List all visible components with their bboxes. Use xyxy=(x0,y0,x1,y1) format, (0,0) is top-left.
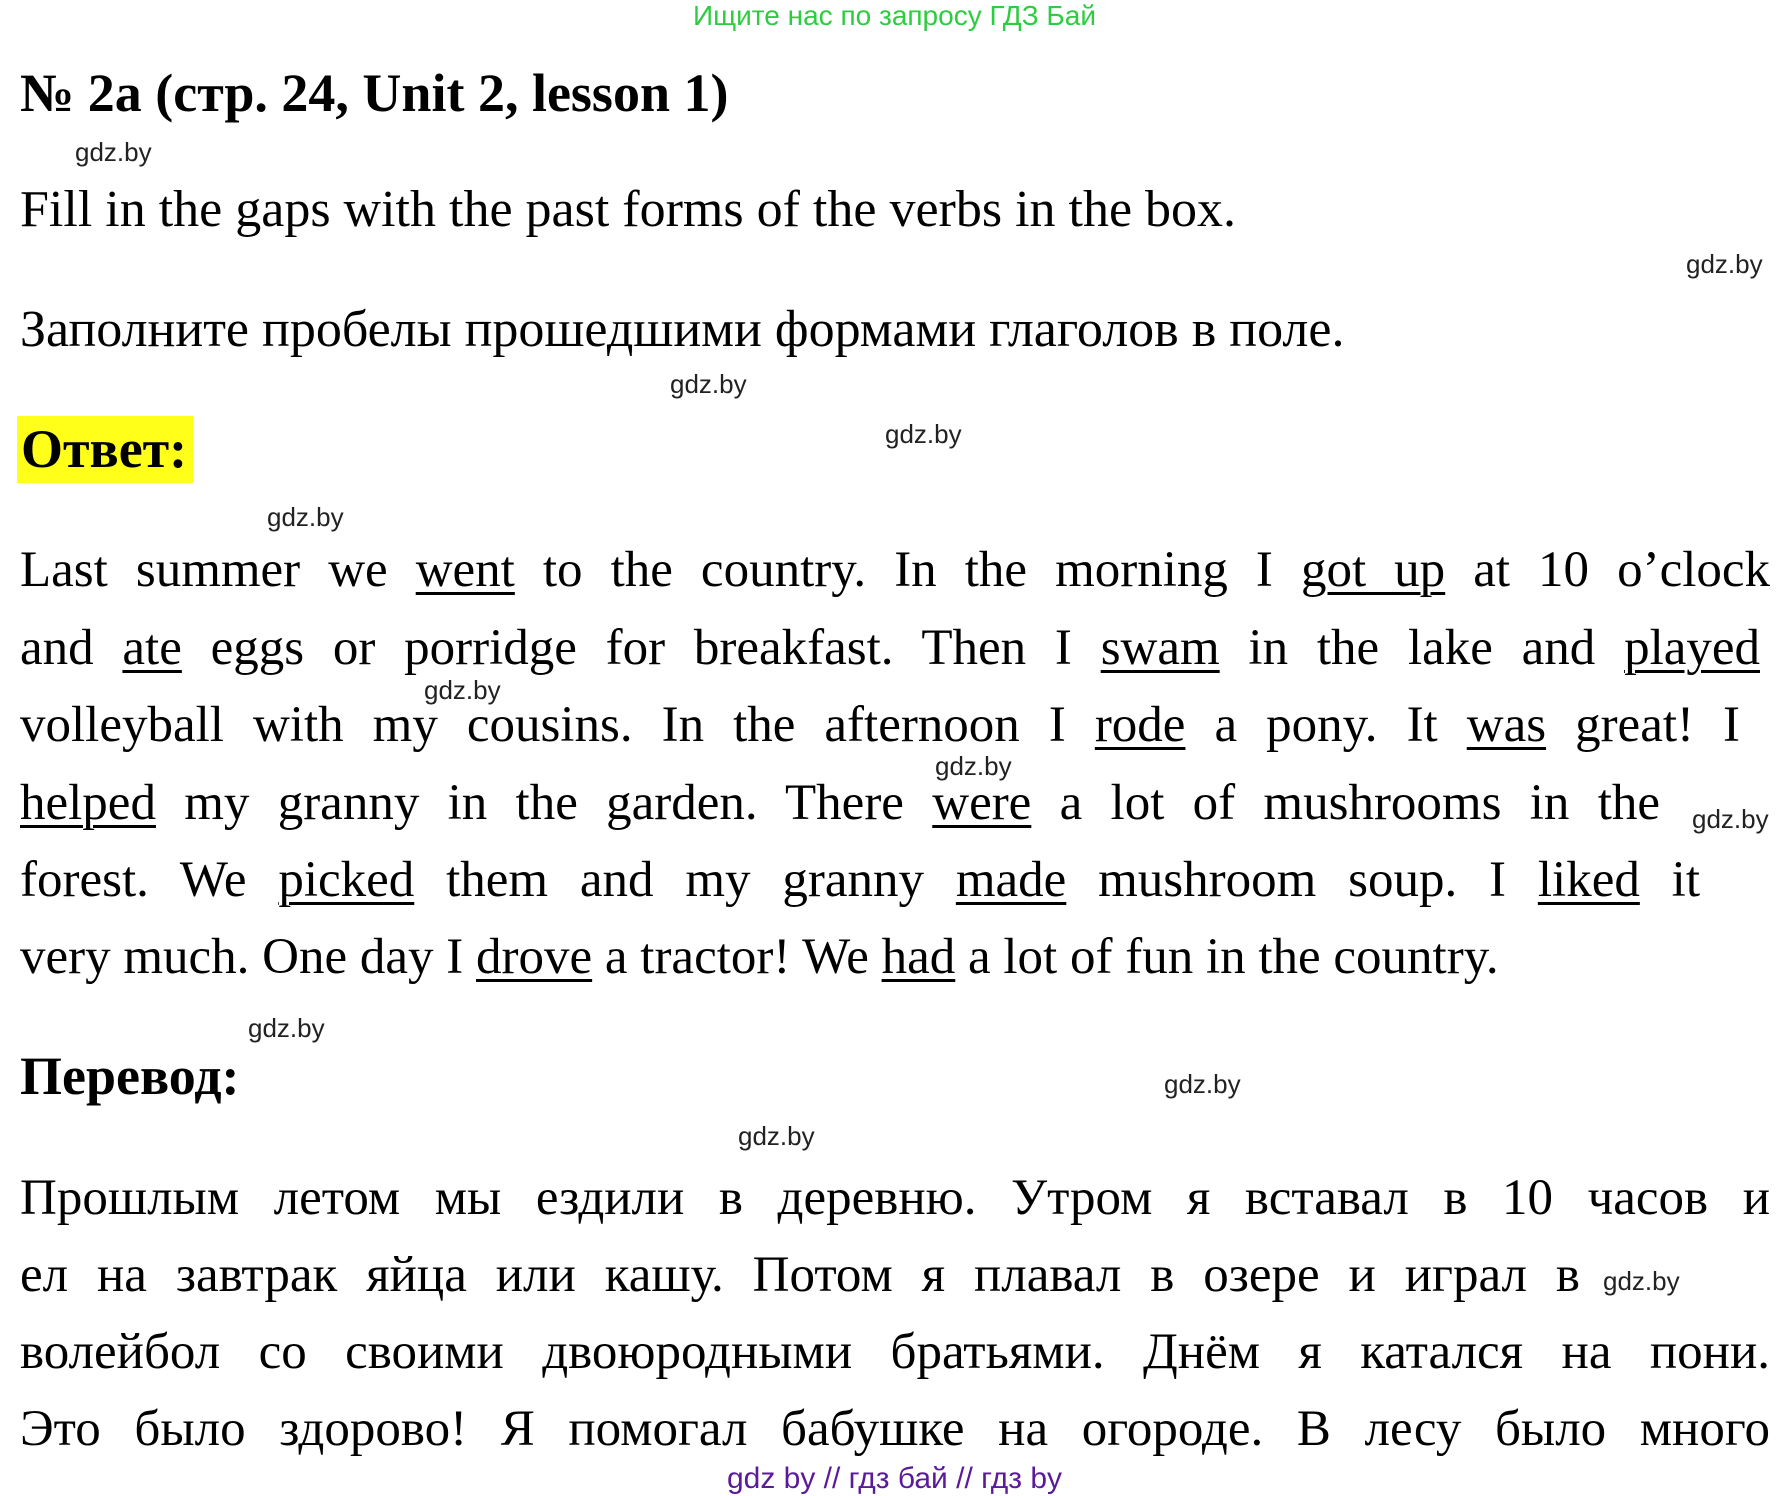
answer-text: volleyball with my cousins. In the afternoon I xyxy=(20,697,1095,753)
answer-text: a lot of mushrooms in the xyxy=(1031,775,1661,831)
watermark: gdz.by xyxy=(267,502,344,532)
watermark: gdz.by xyxy=(738,1121,815,1151)
underlined-verb: picked xyxy=(278,852,415,908)
translation-line: ел на завтрак яйца или кашу. Потом я плавал в озере и играл в xyxy=(20,1247,1580,1303)
answer-text: a lot of fun in the country. xyxy=(955,929,1499,985)
answer-text: great! I xyxy=(1546,697,1740,753)
answer-text: them and my granny xyxy=(414,852,956,908)
answer-line xyxy=(20,618,1760,678)
watermark: gdz.by xyxy=(1164,1069,1241,1099)
underlined-verb: got up xyxy=(1300,542,1446,598)
answer-text: very much. One day I xyxy=(20,929,477,985)
answer-text: a pony. It xyxy=(1185,697,1467,753)
watermark: gdz.by xyxy=(670,369,747,399)
underlined-verb: ate xyxy=(122,620,182,676)
answer-label: Ответ: xyxy=(17,416,193,483)
underlined-verb: drove xyxy=(476,929,593,985)
watermark: gdz.by xyxy=(1603,1266,1680,1296)
answer-text: mushroom soup. I xyxy=(1066,852,1538,908)
footer-watermark: gdz by // гдз бай // гдз by xyxy=(726,1462,1063,1495)
underlined-verb: swam xyxy=(1100,620,1220,676)
answer-text: my granny in the garden. There xyxy=(155,775,933,831)
underlined-verb: helped xyxy=(20,775,156,831)
answer-line xyxy=(20,773,1660,833)
watermark: gdz.by xyxy=(424,675,501,705)
underlined-verb: went xyxy=(415,542,515,598)
answer-text: in the lake and xyxy=(1219,620,1625,676)
underlined-verb: rode xyxy=(1094,697,1186,753)
answer-line xyxy=(20,695,1740,755)
instruction-russian: Заполните пробелы прошедшими формами глаголов в поле. xyxy=(20,301,1345,358)
answer-text: to the country. In the morning I xyxy=(514,542,1301,598)
watermark: gdz.by xyxy=(1692,804,1769,834)
watermark: gdz.by xyxy=(885,419,962,449)
answer-line xyxy=(20,850,1700,910)
underlined-verb: played xyxy=(1624,620,1761,676)
translation-line: Это было здорово! Я помогал бабушке на огороде. В лесу было много xyxy=(20,1401,1770,1457)
watermark: gdz.by xyxy=(1686,249,1763,279)
answer-text: Last summer we xyxy=(20,542,416,598)
answer-line xyxy=(20,927,1720,987)
instruction-english: Fill in the gaps with the past forms of the verbs in the box. xyxy=(20,181,1237,238)
watermark: gdz.by xyxy=(75,137,152,167)
underlined-verb: made xyxy=(955,852,1067,908)
search-banner: Ищите нас по запросу ГДЗ Бай xyxy=(692,0,1097,31)
translation-label: Перевод: xyxy=(20,1046,240,1106)
answer-text: at 10 o’clock xyxy=(1445,542,1771,598)
answer-text: eggs or porridge for breakfast. Then I xyxy=(181,620,1101,676)
translation-line: волейбол со своими двоюродными братьями. Днём я катался на пони. xyxy=(20,1324,1770,1380)
underlined-verb: had xyxy=(881,929,956,985)
exercise-title: № 2a (стр. 24, Unit 2, lesson 1) xyxy=(20,63,729,123)
answer-line xyxy=(20,540,1770,600)
watermark: gdz.by xyxy=(935,751,1012,781)
watermark: gdz.by xyxy=(248,1013,325,1043)
underlined-verb: liked xyxy=(1537,852,1640,908)
answer-text: forest. We xyxy=(20,852,279,908)
answer-text: a tractor! We xyxy=(592,929,882,985)
translation-line: Прошлым летом мы ездили в деревню. Утром я вставал в 10 часов и xyxy=(20,1170,1770,1226)
answer-text: and xyxy=(20,620,123,676)
answer-text: it xyxy=(1639,852,1701,908)
underlined-verb: were xyxy=(932,775,1032,831)
underlined-verb: was xyxy=(1466,697,1547,753)
